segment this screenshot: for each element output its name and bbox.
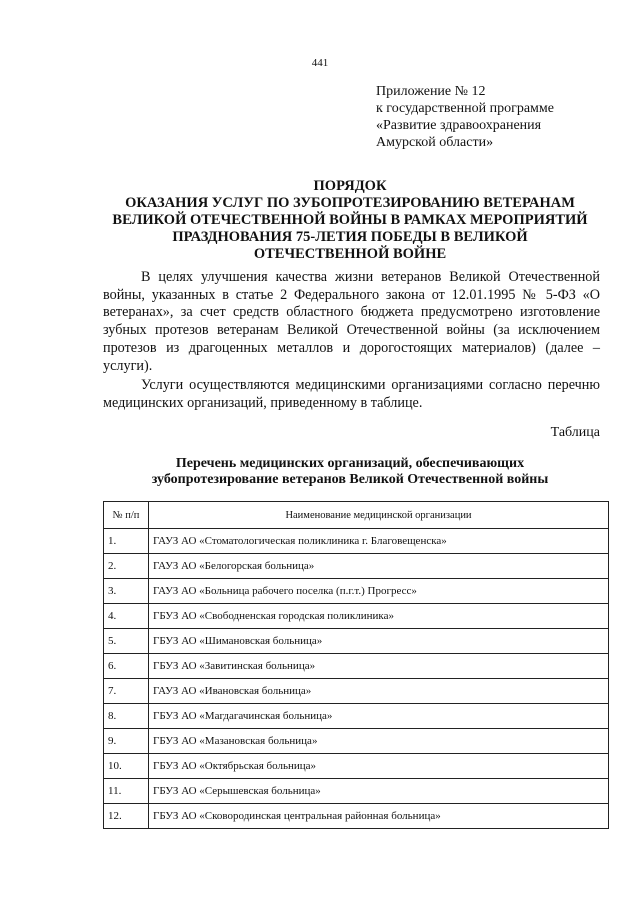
table-title-line: зубопротезирование ветеранов Великой Отечественной войны — [151, 472, 549, 487]
appendix-line: «Развитие здравоохранения — [376, 118, 542, 133]
table-label: Таблица — [550, 425, 600, 440]
organization-name: ГБУЗ АО «Завитинская больница» — [149, 654, 609, 679]
table-row — [104, 529, 609, 554]
title-line: ОТЕЧЕСТВЕННОЙ ВОЙНЕ — [253, 246, 447, 262]
body-paragraph: В целях улучшения качества жизни ветеранов Великой Отечественной войны, указанных в статье 2 Федерального закона от 12.01.1995 № 5-ФЗ «О ветеранах», за счет средств областного бюджета предусмотрено изготовление зубных протезов ветеранам Великой Отечественной войны (за исключением протезов из драгоценных металлов и дорогостоящих материалов) (далее – услуги). — [103, 269, 600, 374]
organization-name: ГАУЗ АО «Ивановская больница» — [149, 679, 609, 704]
title-line: ПРАЗДНОВАНИЯ 75-ЛЕТИЯ ПОБЕДЫ В ВЕЛИКОЙ — [172, 229, 528, 245]
row-number: 5. — [104, 629, 149, 654]
table-row — [104, 779, 609, 804]
row-number: 9. — [104, 729, 149, 754]
organization-name: ГБУЗ АО «Мазановская больница» — [149, 729, 609, 754]
appendix-line: к государственной программе — [376, 101, 554, 116]
table-row — [104, 754, 609, 779]
table-row — [104, 629, 609, 654]
body-paragraph: Услуги осуществляются медицинскими организациями согласно перечню медицинских организаций, приведенному в таблице. — [103, 377, 600, 411]
row-number: 11. — [104, 779, 149, 804]
table-title-line: Перечень медицинских организаций, обеспечивающих — [175, 456, 525, 471]
table-title — [90, 456, 610, 488]
organization-name: ГБУЗ АО «Магдагачинская больница» — [149, 704, 609, 729]
appendix-line: Амурской области» — [376, 135, 494, 150]
organization-name: ГАУЗ АО «Стоматологическая поликлиника г. Благовещенска» — [149, 529, 609, 554]
appendix-note — [376, 83, 554, 151]
table-row — [104, 554, 609, 579]
row-number: 12. — [104, 804, 149, 829]
organization-name: ГБУЗ АО «Шимановская больница» — [149, 629, 609, 654]
row-number: 1. — [104, 529, 149, 554]
organization-name: ГАУЗ АО «Больница рабочего поселка (п.г.т.) Прогресс» — [149, 579, 609, 604]
title-line: ОКАЗАНИЯ УСЛУГ ПО ЗУБОПРОТЕЗИРОВАНИЮ ВЕТЕРАНАМ — [125, 195, 575, 211]
appendix-line: Приложение № 12 — [376, 84, 486, 99]
row-number: 3. — [104, 579, 149, 604]
table-row — [104, 604, 609, 629]
row-number: 2. — [104, 554, 149, 579]
organization-name: ГБУЗ АО «Серышевская больница» — [149, 779, 609, 804]
row-number: 10. — [104, 754, 149, 779]
document-title — [60, 178, 640, 263]
header-number: № п/п — [104, 502, 149, 529]
table-row — [104, 654, 609, 679]
organization-name: ГАУЗ АО «Белогорская больница» — [149, 554, 609, 579]
row-number: 8. — [104, 704, 149, 729]
row-number: 7. — [104, 679, 149, 704]
table-row — [104, 679, 609, 704]
table-row — [104, 704, 609, 729]
organization-name: ГБУЗ АО «Сковородинская центральная районная больница» — [149, 804, 609, 829]
page-number: 441 — [311, 57, 329, 69]
table-row — [104, 804, 609, 829]
row-number: 6. — [104, 654, 149, 679]
table-header-row — [104, 502, 609, 529]
table-row — [104, 579, 609, 604]
table-row — [104, 729, 609, 754]
title-line: ВЕЛИКОЙ ОТЕЧЕСТВЕННОЙ ВОЙНЫ В РАМКАХ МЕРОПРИЯТИЙ — [112, 212, 588, 228]
title-line: ПОРЯДОК — [313, 178, 387, 194]
organization-name: ГБУЗ АО «Свободненская городская поликлиника» — [149, 604, 609, 629]
row-number: 4. — [104, 604, 149, 629]
organization-name: ГБУЗ АО «Октябрьская больница» — [149, 754, 609, 779]
header-organization-name: Наименование медицинской организации — [149, 502, 609, 529]
organizations-table — [103, 501, 609, 829]
